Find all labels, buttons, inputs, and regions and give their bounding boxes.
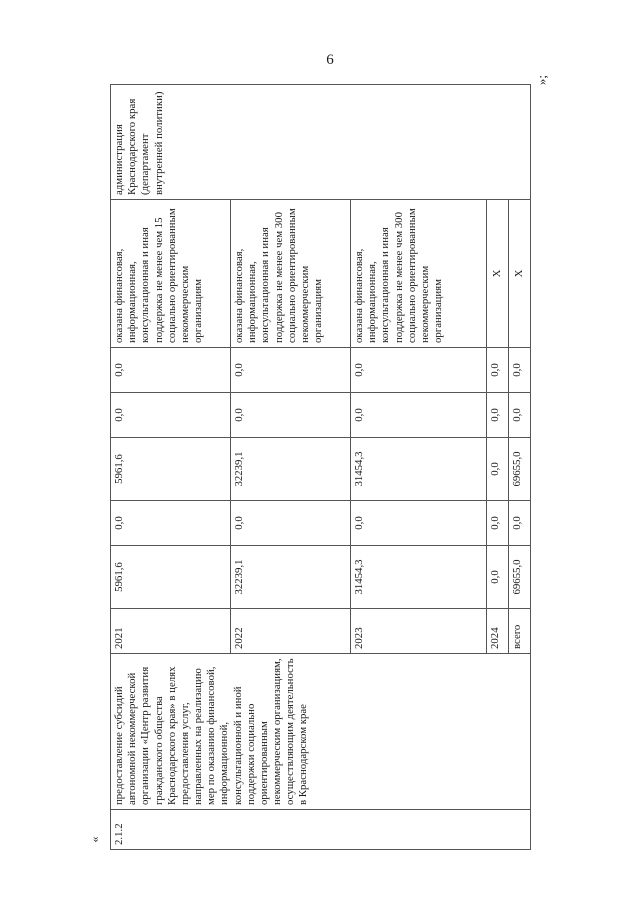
regional-cell: 31454,3 (351, 438, 487, 501)
result-cell: оказана финансовая, информационная, консультационная и иная поддержка не менее чем 300 социально ориентированным некоммерческим организациям (231, 200, 351, 348)
other-cell: 0,0 (509, 348, 531, 393)
total-cell: 69655,0 (509, 546, 531, 609)
regional-cell: 32239,1 (231, 438, 351, 501)
year-cell: 2023 (351, 609, 487, 654)
other-cell: 0,0 (487, 348, 509, 393)
year-cell: 2022 (231, 609, 351, 654)
total-cell: 5961,6 (111, 546, 231, 609)
local-cell: 0,0 (509, 393, 531, 438)
opening-quote: « (87, 836, 102, 843)
local-cell: 0,0 (487, 393, 509, 438)
federal-cell: 0,0 (351, 501, 487, 546)
executor-cell: администрация Краснодарского края (департамент внутренней политики) (111, 85, 531, 200)
local-cell: 0,0 (351, 393, 487, 438)
result-cell: оказана финансовая, информационная, консультационная и иная поддержка не менее чем 300 социально ориентированным некоммерческим организациям (351, 200, 487, 348)
closing-quote: »; (534, 74, 550, 86)
year-cell: всего (509, 609, 531, 654)
federal-cell: 0,0 (111, 501, 231, 546)
row-description: предоставление субсидий автономной некоммерческой организации «Центр развития гражданского общества Краснодарского края» в целях предоставления услуг, направленных на реализацию мер по оказанию финансовой, информационной, консультационной и иной поддержки социально ориентированным некоммерческим организациям, осуществляющим деятельность в Краснодарском крае (111, 654, 531, 810)
regional-cell: 0,0 (487, 438, 509, 501)
total-cell: 31454,3 (351, 546, 487, 609)
total-cell: 32239,1 (231, 546, 351, 609)
other-cell: 0,0 (111, 348, 231, 393)
regional-cell: 5961,6 (111, 438, 231, 501)
page-number: 6 (326, 52, 334, 68)
other-cell: 0,0 (351, 348, 487, 393)
federal-cell: 0,0 (487, 501, 509, 546)
result-cell: X (509, 200, 531, 348)
result-cell: оказана финансовая, информационная, консультационная и иная поддержка не менее чем 15 социально ориентированным некоммерческим организациям (111, 200, 231, 348)
year-cell: 2021 (111, 609, 231, 654)
program-activity-table (110, 84, 531, 850)
other-cell: 0,0 (231, 348, 351, 393)
row-code: 2.1.2 (111, 810, 531, 850)
local-cell: 0,0 (231, 393, 351, 438)
total-cell: 0,0 (487, 546, 509, 609)
federal-cell: 0,0 (509, 501, 531, 546)
rotated-table-canvas (110, 85, 530, 850)
local-cell: 0,0 (111, 393, 231, 438)
federal-cell: 0,0 (231, 501, 351, 546)
table-row (111, 85, 231, 850)
result-cell: X (487, 200, 509, 348)
year-cell: 2024 (487, 609, 509, 654)
regional-cell: 69655,0 (509, 438, 531, 501)
